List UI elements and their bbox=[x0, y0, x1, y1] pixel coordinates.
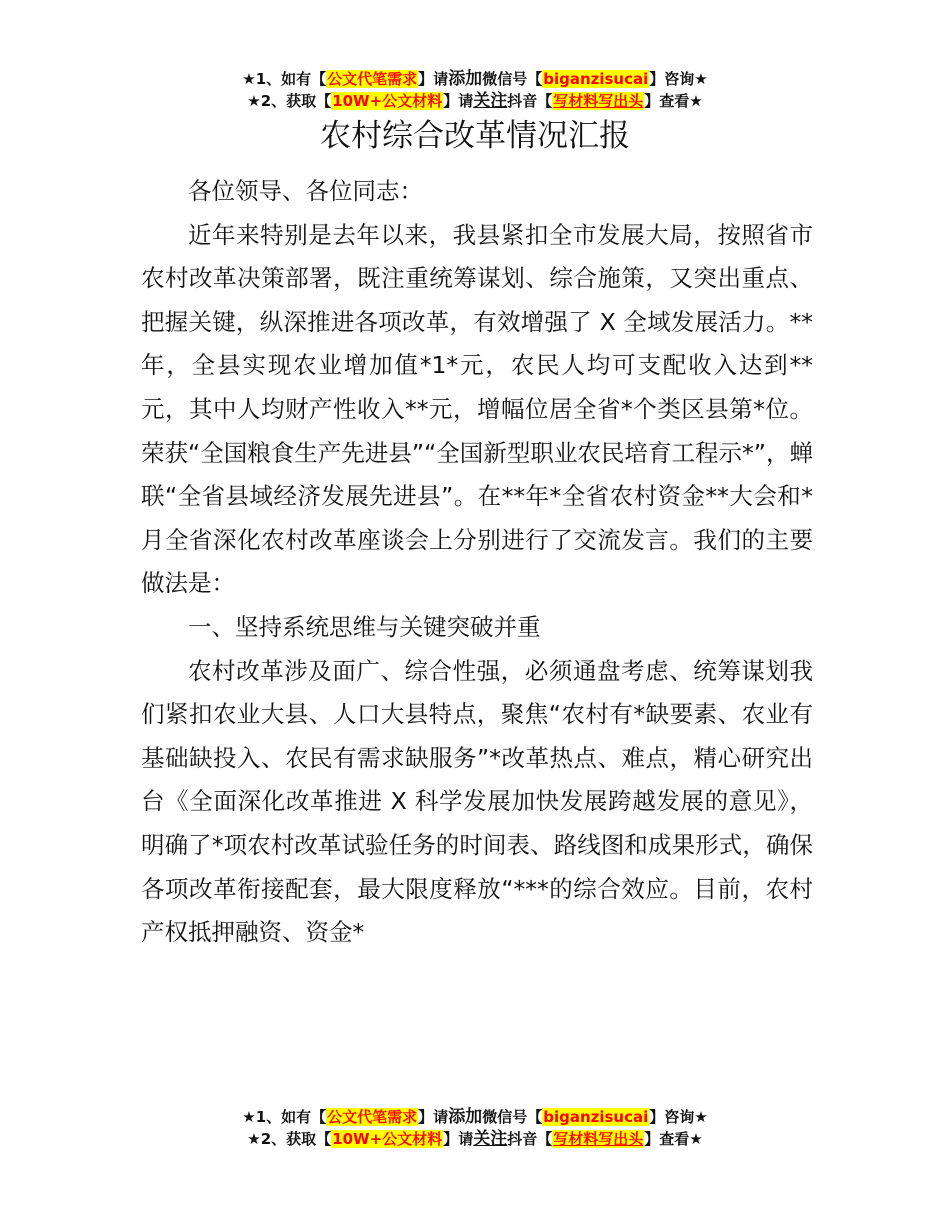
ad-text: 微信号【 bbox=[482, 70, 543, 88]
ad-text: 关注 bbox=[473, 1129, 508, 1149]
ad-line-2 bbox=[0, 90, 950, 112]
ad-text: 抖音【 bbox=[507, 1130, 553, 1148]
ad-text: ★1、如有【 bbox=[242, 70, 327, 88]
ad-text: ★1、如有【 bbox=[242, 1108, 327, 1126]
body-paragraph: 近年来特别是去年以来，我县紧扣全市发展大局，按照省市农村改革决策部署，既注重统筹谋划、综合施策，又突出重点、把握关键，纵深推进各项改革，有效增强了 X 全域发展活力。**年，全县实现农业增加值*1*元，农民人均可支配收入达到**元，其中人均财产性收入**元，增幅位居全省*个类区县第*位。荣获“全国粮食生产先进县”“全国新型职业农民培育工程示*”，蝉联“全省县域经济发展先进县”。在**年*全省农村资金**大会和*月全省深化农村改革座谈会上分别进行了交流发言。我们的主要做法是： bbox=[141, 220, 813, 598]
ad-text: 】咨询★ bbox=[649, 70, 708, 88]
ad-highlight-douyin: 写材料写出头 bbox=[553, 1130, 644, 1148]
ad-text: 】请 bbox=[418, 1108, 449, 1126]
salutation: 各位领导、各位同志： bbox=[188, 177, 423, 205]
ad-text: 】查看★ bbox=[644, 1130, 703, 1148]
ad-text: 添加 bbox=[448, 69, 483, 89]
ad-highlight: 10W+公文材料 bbox=[332, 92, 443, 110]
document-title: 农村综合改革情况汇报 bbox=[320, 118, 630, 154]
body-paragraph: 农村改革涉及面广、综合性强，必须通盘考虑、统筹谋划我们紧扣农业大县、人口大县特点，聚焦“农村有*缺要素、农业有基础缺投入、农民有需求缺服务”*改革热点、难点，精心研究出台《全面深化改革推进 X 科学发展加快发展跨越发展的意见》，明确了*项农村改革试验任务的时间表、路线图和成果形式，确保各项改革衔接配套，最大限度释放“***的综合效应。目前，农村产权抵押融资、资金* bbox=[141, 656, 813, 947]
ad-text: 】查看★ bbox=[644, 92, 703, 110]
ad-text: ★2、获取【 bbox=[247, 92, 332, 110]
ad-text: 抖音【 bbox=[507, 92, 553, 110]
ad-text: ★2、获取【 bbox=[247, 1130, 332, 1148]
ad-highlight-wechat-id: biganzisucai bbox=[543, 70, 649, 88]
section-heading: 一、坚持系统思维与关键突破并重 bbox=[188, 612, 541, 641]
ad-text: 添加 bbox=[448, 1107, 483, 1127]
ad-highlight: 公文代笔需求 bbox=[327, 1108, 418, 1126]
ad-text: 微信号【 bbox=[482, 1108, 543, 1126]
ad-line-1 bbox=[0, 1106, 950, 1128]
ad-text: 】请 bbox=[443, 92, 474, 110]
bottom-ad-banner bbox=[0, 1106, 950, 1150]
ad-text: 关注 bbox=[473, 91, 508, 111]
ad-line-1 bbox=[0, 68, 950, 90]
document-body bbox=[141, 170, 813, 955]
ad-highlight-douyin: 写材料写出头 bbox=[553, 92, 644, 110]
ad-highlight: 10W+公文材料 bbox=[332, 1130, 443, 1148]
ad-text: 】请 bbox=[443, 1130, 474, 1148]
ad-line-2 bbox=[0, 1128, 950, 1150]
ad-text: 】请 bbox=[418, 70, 449, 88]
ad-text: 】咨询★ bbox=[649, 1108, 708, 1126]
ad-highlight-wechat-id: biganzisucai bbox=[543, 1108, 649, 1126]
ad-highlight: 公文代笔需求 bbox=[327, 70, 418, 88]
top-ad-banner bbox=[0, 68, 950, 112]
